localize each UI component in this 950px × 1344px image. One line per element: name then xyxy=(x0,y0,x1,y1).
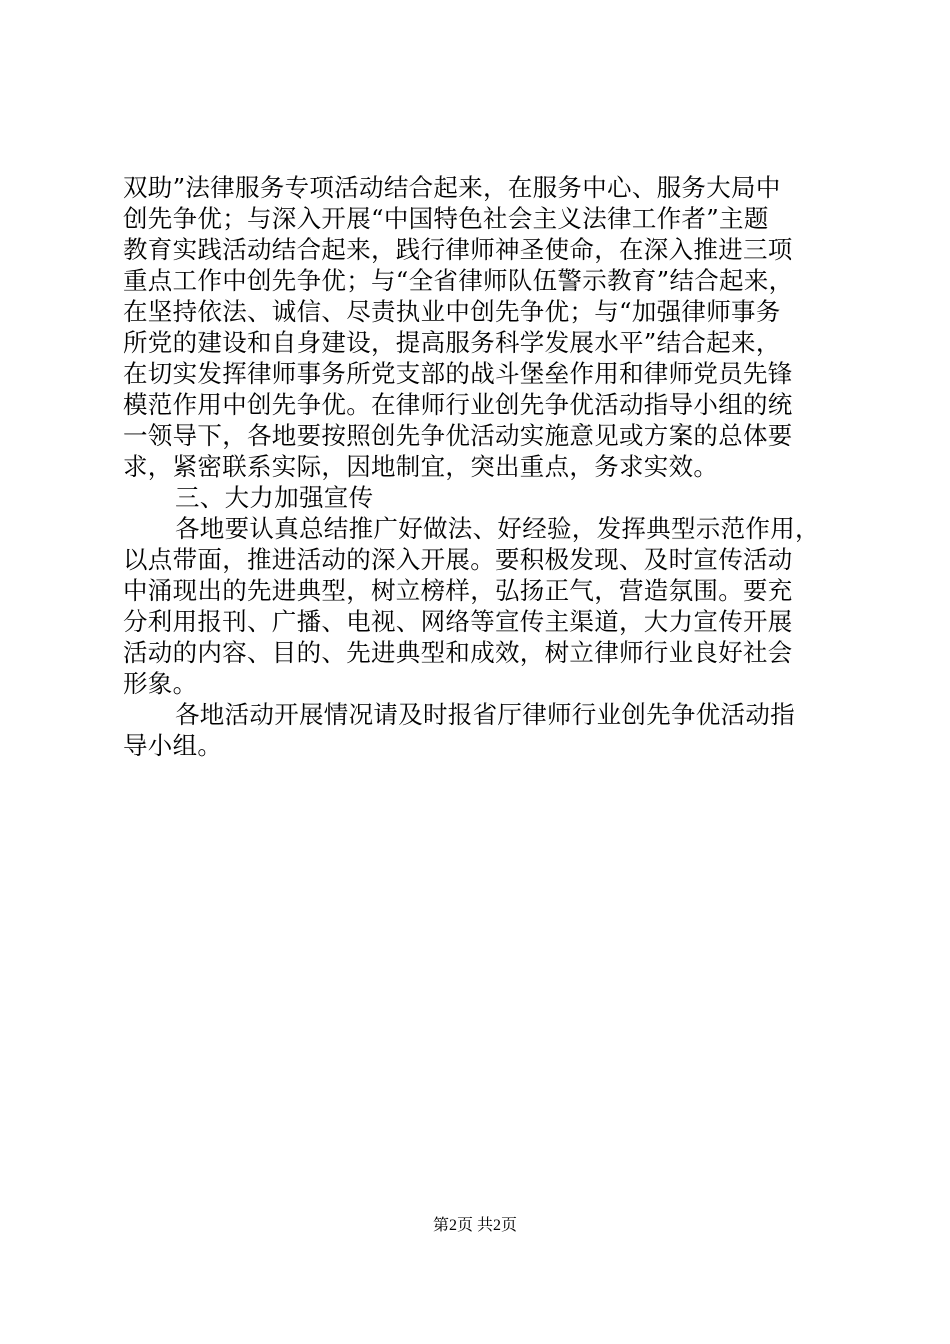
section-heading: 三、大力加强宣传 xyxy=(175,483,374,512)
paragraph-line: 以点带面，推进活动的深入开展。要积极发现、及时宣传活动 xyxy=(123,545,793,574)
paragraph-line: 活动的内容、目的、先进典型和成效，树立律师行业良好社会 xyxy=(123,638,793,667)
document-body xyxy=(123,172,843,761)
paragraph-line: 在切实发挥律师事务所党支部的战斗堡垒作用和律师党员先锋 xyxy=(123,359,793,388)
paragraph-line: 教育实践活动结合起来，践行律师神圣使命，在深入推进三项 xyxy=(123,235,793,264)
page-number: 第2页 共2页 xyxy=(432,1217,517,1234)
paragraph-line: 在坚持依法、诚信、尽责执业中创先争优；与“加强律师事务 xyxy=(123,297,781,326)
paragraph-line: 求，紧密联系实际，因地制宜，突出重点，务求实效。 xyxy=(123,452,719,481)
paragraph-line: 模范作用中创先争优。在律师行业创先争优活动指导小组的统 xyxy=(123,390,793,419)
paragraph-line: 双助”法律服务专项活动结合起来，在服务中心、服务大局中 xyxy=(123,173,781,202)
paragraph-line: 导小组。 xyxy=(123,731,223,760)
paragraph-line: 各地要认真总结推广好做法、好经验，发挥典型示范作用， xyxy=(175,514,820,543)
paragraph-line: 所党的建设和自身建设，提高服务科学发展水平”结合起来， xyxy=(123,328,781,357)
paragraph-line: 分利用报刊、广播、电视、网络等宣传主渠道，大力宣传开展 xyxy=(123,607,793,636)
paragraph-line: 各地活动开展情况请及时报省厅律师行业创先争优活动指 xyxy=(175,700,795,729)
page-footer xyxy=(0,1216,950,1236)
paragraph-line: 重点工作中创先争优；与“全省律师队伍警示教育”结合起来， xyxy=(123,266,794,295)
paragraph-line: 一领导下，各地要按照创先争优活动实施意见或方案的总体要 xyxy=(123,421,793,450)
paragraph-line: 创先争优；与深入开展“中国特色社会主义法律工作者”主题 xyxy=(123,204,769,233)
paragraph-line: 中涌现出的先进典型，树立榜样，弘扬正气，营造氛围。要充 xyxy=(123,576,793,605)
paragraph-line: 形象。 xyxy=(123,669,198,698)
